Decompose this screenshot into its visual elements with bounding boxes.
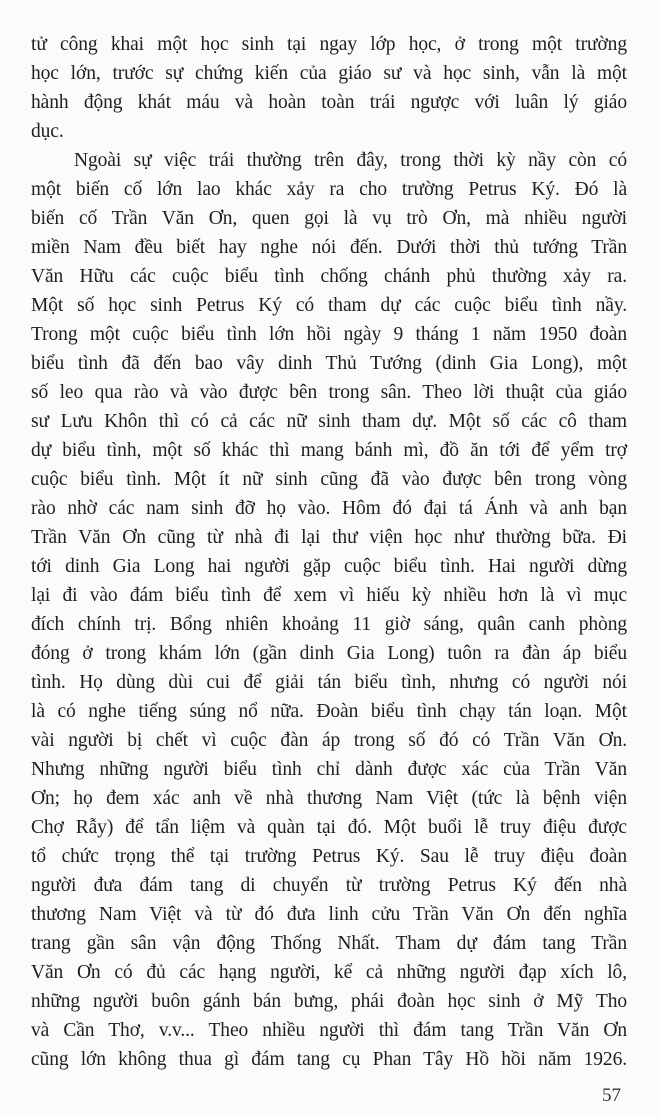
text-line: là có nghe tiếng súng nổ nữa. Đoàn biểu tình chạy tán loạn. Một xyxy=(31,701,627,722)
text-line: cuộc biểu tình. Một ít nữ sinh cũng đã vào được bên trong vòng xyxy=(31,469,627,490)
page-body xyxy=(31,30,627,1074)
text-line: một biến cố lớn lao khác xảy ra cho trường Petrus Ký. Đó là xyxy=(31,179,627,200)
text-line: Nhưng những người biểu tình chỉ dành được xác của Trần Văn xyxy=(31,759,627,780)
text-line: biểu tình đã đến bao vây dinh Thủ Tướng (dinh Gia Long), một xyxy=(31,353,627,374)
text-line: Ơn; họ đem xác anh về nhà thương Nam Việt (tức là bệnh viện xyxy=(31,788,627,809)
text-line: biến cố Trần Văn Ơn, quen gọi là vụ trò Ơn, mà nhiều người xyxy=(31,208,627,229)
page-number: 57 xyxy=(602,1085,621,1106)
text-line: Chợ Rẫy) để tẩn liệm và quàn tại đó. Một buổi lễ truy điệu được xyxy=(31,817,627,838)
paragraph xyxy=(31,146,627,1074)
text-line: trang gần sân vận động Thống Nhất. Tham dự đám tang Trần xyxy=(31,933,627,954)
paragraph xyxy=(31,30,627,146)
text-line: và Cần Thơ, v.v... Theo nhiều người thì đám tang Trần Văn Ơn xyxy=(31,1020,627,1041)
text-line: Văn Ơn có đủ các hạng người, kể cả những người đạp xích lô, xyxy=(31,962,627,983)
text-line: vài người bị chết vì cuộc đàn áp trong số đó có Trần Văn Ơn. xyxy=(31,730,627,751)
text-line: đóng ở trong khám lớn (gần dinh Gia Long) tuôn ra đàn áp biểu xyxy=(31,643,627,664)
text-line: hành động khát máu và hoàn toàn trái ngược với luân lý giáo xyxy=(31,92,627,113)
text-line: Trần Văn Ơn cũng từ nhà đi lại thư viện học như thường bữa. Đi xyxy=(31,527,627,548)
text-line: rào nhờ các nam sinh đỡ họ vào. Hôm đó đại tá Ánh và anh bạn xyxy=(31,498,627,519)
text-line: người đưa đám tang di chuyển từ trường Petrus Ký đến nhà xyxy=(31,875,627,896)
text-line: sư Lưu Khôn thì có cả các nữ sinh tham dự. Một số các cô tham xyxy=(31,411,627,432)
text-line: tới dinh Gia Long hai người gặp cuộc biểu tình. Hai người dừng xyxy=(31,556,627,577)
text-line: đích chính trị. Bổng nhiên khoảng 11 giờ sáng, quân canh phòng xyxy=(31,614,627,635)
text-line: dục. xyxy=(31,121,64,142)
text-line: dự biểu tình, một số khác thì mang bánh mì, đồ ăn tới để yểm trợ xyxy=(31,440,627,461)
text-line: miền Nam đều biết hay nghe nói đến. Dưới thời thủ tướng Trần xyxy=(31,237,627,258)
text-line: thương Nam Việt và từ đó đưa linh cửu Trần Văn Ơn đến nghĩa xyxy=(31,904,627,925)
text-line: tổ chức trọng thể tại trường Petrus Ký. Sau lễ truy điệu đoàn xyxy=(31,846,627,867)
text-line: lại đi vào đám biểu tình để xem vì hiếu kỳ nhiều hơn là vì mục xyxy=(31,585,627,606)
text-line: cũng lớn không thua gì đám tang cụ Phan Tây Hồ hồi năm 1926. xyxy=(31,1049,627,1070)
text-line: học lớn, trước sự chứng kiến của giáo sư và học sinh, vẫn là một xyxy=(31,63,627,84)
text-line: số leo qua rào và vào được bên trong sân. Theo lời thuật của giáo xyxy=(31,382,627,403)
text-line: tình. Họ dùng dùi cui để giải tán biểu tình, nhưng có người nói xyxy=(31,672,627,693)
text-line: Văn Hữu các cuộc biểu tình chống chánh phủ thường xảy ra. xyxy=(31,266,627,287)
text-line: tử công khai một học sinh tại ngay lớp học, ở trong một trường xyxy=(31,34,627,55)
text-line: những người buôn gánh bán bưng, phái đoàn học sinh ở Mỹ Tho xyxy=(31,991,627,1012)
text-line: Ngoài sự việc trái thường trên đây, trong thời kỳ nầy còn có xyxy=(74,150,627,171)
text-line: Trong một cuộc biểu tình lớn hồi ngày 9 tháng 1 năm 1950 đoàn xyxy=(31,324,627,345)
text-line: Một số học sinh Petrus Ký có tham dự các cuộc biểu tình nầy. xyxy=(31,295,627,316)
